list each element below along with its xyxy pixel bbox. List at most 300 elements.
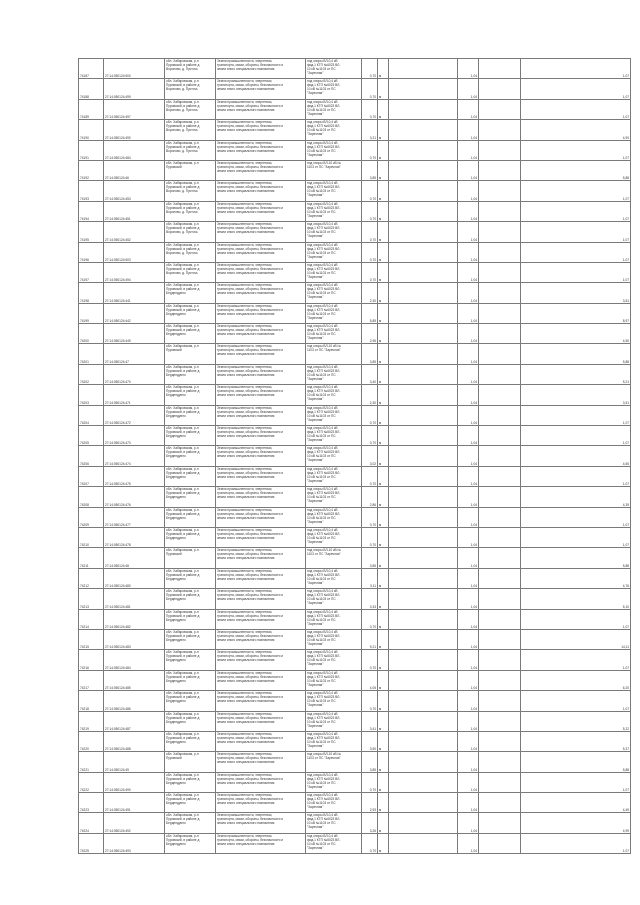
table-row xyxy=(79,181,631,201)
empty-cell xyxy=(479,670,521,690)
area-value: 3,85 xyxy=(369,563,376,568)
rate-cell xyxy=(458,487,479,507)
total-value: 4,50 xyxy=(622,339,629,344)
category-line: Земли промышленности, энергетики, xyxy=(217,813,273,818)
address-cell xyxy=(165,120,216,140)
empty-cell xyxy=(479,59,521,79)
category-line: транспорта, связи, обороны, безопасности и xyxy=(217,430,284,435)
area-cell xyxy=(362,527,378,547)
address-line: Бердендуино xyxy=(166,821,186,826)
empty-cell xyxy=(479,303,521,323)
address-cell xyxy=(165,691,216,711)
use-line: 10 кВ №1103 от ПС xyxy=(307,148,336,153)
rate-value: 1,04 xyxy=(470,400,477,405)
address-cell xyxy=(165,222,216,242)
address-line: обл. Хабаровская, р-н xyxy=(166,670,199,675)
unit-cell xyxy=(378,181,389,201)
unit-cell xyxy=(378,650,389,670)
use-line: фид.1 КТП №6023 ВЛ- xyxy=(307,185,341,190)
total-cell xyxy=(521,466,631,486)
address-cell xyxy=(165,527,216,547)
address-line: обл. Хабаровская, р-н xyxy=(166,589,199,594)
permitted-use-cell xyxy=(306,691,362,711)
category-line: Земли промышленности, энергетики, xyxy=(217,283,273,288)
unit-value: м xyxy=(379,849,382,854)
row-number-cell xyxy=(79,487,104,507)
address-line: Пуровский, в районе д xyxy=(166,430,200,435)
rate-cell xyxy=(458,59,479,79)
rate-value: 1,04 xyxy=(470,115,477,120)
address-line: обл. Хабаровская, р-н xyxy=(166,344,199,349)
permitted-use-cell xyxy=(306,344,362,364)
permitted-use-cell xyxy=(306,670,362,690)
total-value: 1,07 xyxy=(622,115,629,120)
area-cell xyxy=(362,691,378,711)
category-line: Земли промышленности, энергетики, xyxy=(217,670,273,675)
table-row xyxy=(79,691,631,711)
row-number-cell xyxy=(79,160,104,180)
cadastral-number-cell xyxy=(104,772,165,792)
category-line: земли иного специального назначения xyxy=(217,699,275,704)
use-line: фид.1 КТП №6023 ВЛ- xyxy=(307,613,341,618)
row-number-cell xyxy=(79,793,104,813)
table-row xyxy=(79,629,631,649)
table-row xyxy=(79,283,631,303)
total-value: 4,99 xyxy=(622,828,629,833)
address-line: Бердендуино xyxy=(166,801,186,806)
address-line: Бердендуино xyxy=(166,739,186,744)
address-line: Бердендуино xyxy=(166,372,186,377)
address-line: обл. Хабаровская, р-н xyxy=(166,731,199,736)
cadastral-number: 27:14:050124:451 xyxy=(105,217,131,222)
use-line: "Заречная" xyxy=(307,478,324,483)
area-cell xyxy=(362,752,378,772)
address-cell xyxy=(165,140,216,160)
empty-cell xyxy=(479,140,521,160)
unit-value: м xyxy=(379,94,382,99)
rate-cell xyxy=(458,160,479,180)
unit-value: м xyxy=(379,706,382,711)
category-line: транспорта, связи, обороны, безопасности и xyxy=(217,144,284,149)
use-line: "Заречная" xyxy=(307,152,324,157)
land-category-cell xyxy=(216,813,306,833)
cadastral-number: 27:14:050124:477 xyxy=(105,522,131,527)
empty-cell xyxy=(389,731,458,751)
use-line: фид.1 КТП №6023 ВЛ- xyxy=(307,817,341,822)
address-line: Бердендуино xyxy=(166,576,186,581)
address-cell xyxy=(165,426,216,446)
empty-cell xyxy=(479,629,521,649)
rate-cell xyxy=(458,466,479,486)
address-line: Бердендуино xyxy=(166,658,186,663)
area-cell xyxy=(362,589,378,609)
permitted-use-cell xyxy=(306,507,362,527)
cadastral-number-cell xyxy=(104,385,165,405)
area-value: 0,70 xyxy=(369,543,376,548)
category-line: земли иного специального назначения xyxy=(217,678,275,683)
area-value: 3,21 xyxy=(369,135,376,140)
table-row xyxy=(79,548,631,568)
area-cell xyxy=(362,711,378,731)
cadastral-number: 27:14:050124:487 xyxy=(105,726,131,731)
use-line: фид.1 КТП №6023 ВЛ- xyxy=(307,63,341,67)
empty-cell xyxy=(479,79,521,99)
empty-cell xyxy=(479,242,521,262)
cadastral-number: 27:14:050124:441 xyxy=(105,298,131,303)
address-line: Пуровский xyxy=(166,756,182,761)
table-row xyxy=(79,772,631,792)
address-line: обл. Хабаровская, р-н xyxy=(166,772,199,777)
address-line: Вороново, д. Пусточь xyxy=(166,209,198,214)
total-value: 1,07 xyxy=(622,155,629,160)
rate-cell xyxy=(458,507,479,527)
unit-cell xyxy=(378,99,389,119)
address-line: обл. Хабаровская, р-н xyxy=(166,568,199,573)
table-row xyxy=(79,466,631,486)
category-line: транспорта, связи, обороны, безопасности и xyxy=(217,593,284,598)
address-line: обл. Хабаровская, р-н xyxy=(166,303,199,308)
area-value: 0,70 xyxy=(369,624,376,629)
unit-value: м xyxy=(379,339,382,344)
use-line: под опоры ВЛ-0,4 кВ xyxy=(307,59,338,63)
use-line: под опоры ВЛ-0,4 кВ xyxy=(307,487,338,492)
category-line: земли иного специального назначения xyxy=(217,291,275,296)
row-number-cell xyxy=(79,99,104,119)
address-line: обл. Хабаровская, р-н xyxy=(166,324,199,329)
use-line: "Заречная" xyxy=(307,213,324,218)
cadastral-number: 27:14:050124:49 xyxy=(105,767,129,772)
use-line: 10 кВ №1103 от ПС xyxy=(307,454,336,459)
area-value: 0,70 xyxy=(369,421,376,426)
rate-cell xyxy=(458,364,479,384)
row-number-cell xyxy=(79,691,104,711)
row-number-cell xyxy=(79,711,104,731)
total-value: 1,07 xyxy=(622,543,629,548)
unit-cell xyxy=(378,568,389,588)
empty-cell xyxy=(389,99,458,119)
row-number: 74210 xyxy=(80,543,89,548)
use-line: "Заречная" xyxy=(307,519,324,524)
unit-cell xyxy=(378,303,389,323)
address-line: Бердендуино xyxy=(166,413,186,418)
use-line: 10 кВ №1103 от ПС xyxy=(307,434,336,439)
address-line: Бердендуино xyxy=(166,291,186,296)
use-line: 10 кВ №1103 от ПС xyxy=(307,270,336,275)
use-line: 10 кВ №1103 от ПС xyxy=(307,576,336,581)
rate-cell xyxy=(458,548,479,568)
row-number-cell xyxy=(79,242,104,262)
rate-cell xyxy=(458,242,479,262)
address-line: обл. Хабаровская, р-н xyxy=(166,99,199,104)
category-line: Земли промышленности, энергетики, xyxy=(217,568,273,573)
land-category-cell xyxy=(216,120,306,140)
category-line: транспорта, связи, обороны, безопасности и xyxy=(217,348,284,353)
address-line: Вороново, д. Пусточь xyxy=(166,189,198,194)
land-plots-table xyxy=(78,58,631,854)
rate-value: 1,04 xyxy=(470,74,477,79)
area-cell xyxy=(362,670,378,690)
total-cell xyxy=(521,99,631,119)
address-line: Пуровский, в районе д xyxy=(166,613,200,618)
category-line: земли иного специального назначения xyxy=(217,413,275,418)
address-line: обл. Хабаровская, р-н xyxy=(166,364,199,369)
category-line: земли иного специального назначения xyxy=(217,148,275,153)
total-cell xyxy=(521,160,631,180)
area-value: 2,96 xyxy=(369,339,376,344)
use-line: под опоры ВЛ-0,4 кВ xyxy=(307,813,338,818)
address-line: обл. Хабаровская, р-н xyxy=(166,813,199,818)
total-cell xyxy=(521,262,631,282)
total-cell xyxy=(521,670,631,690)
use-line: "Заречная" xyxy=(307,295,324,300)
empty-cell xyxy=(389,242,458,262)
category-line: Земли промышленности, энергетики, xyxy=(217,303,273,308)
area-cell xyxy=(362,650,378,670)
address-cell xyxy=(165,262,216,282)
cadastral-number-cell xyxy=(104,670,165,690)
use-line: 1103 от ПС "Заречная" xyxy=(307,756,341,761)
row-number: 74220 xyxy=(80,747,89,752)
cadastral-number-cell xyxy=(104,59,165,79)
total-value: 4,49 xyxy=(622,808,629,813)
permitted-use-cell xyxy=(306,527,362,547)
land-category-cell xyxy=(216,772,306,792)
use-line: фид.1 КТП №6023 ВЛ- xyxy=(307,572,341,577)
use-line: 10 кВ №1103 от ПС xyxy=(307,719,336,724)
area-value: 3,50 xyxy=(369,747,376,752)
use-line: "Заречная" xyxy=(307,193,324,198)
cadastral-number-cell xyxy=(104,344,165,364)
unit-cell xyxy=(378,548,389,568)
permitted-use-cell xyxy=(306,466,362,486)
table-body xyxy=(79,59,631,854)
land-category-cell xyxy=(216,752,306,772)
rate-value: 1,04 xyxy=(470,502,477,507)
unit-value: м xyxy=(379,196,382,201)
address-line: Пуровский, в районе д xyxy=(166,654,200,659)
address-line: обл. Хабаровская, р-н xyxy=(166,629,199,634)
use-line: под опоры ВЛ-0,4 кВ xyxy=(307,120,338,125)
use-line: "Заречная" xyxy=(307,417,324,422)
row-number-cell xyxy=(79,548,104,568)
category-line: Земли промышленности, энергетики, xyxy=(217,385,273,390)
use-line: фид.1 КТП №6023 ВЛ- xyxy=(307,735,341,740)
use-line: "Заречная" xyxy=(307,376,324,381)
use-line: фид.1 КТП №6023 ВЛ- xyxy=(307,328,341,333)
land-category-cell xyxy=(216,283,306,303)
use-line: 10 кВ №1103 от ПС xyxy=(307,107,336,112)
unit-value: м xyxy=(379,176,382,181)
category-line: транспорта, связи, обороны, безопасности и xyxy=(217,164,284,169)
permitted-use-cell xyxy=(306,426,362,446)
address-cell xyxy=(165,731,216,751)
use-line: под опоры ВЛ-0,4 кВ xyxy=(307,466,338,471)
row-number-cell xyxy=(79,120,104,140)
category-line: транспорта, связи, обороны, безопасности и xyxy=(217,756,284,761)
rate-value: 1,04 xyxy=(470,196,477,201)
use-line: фид.1 КТП №6023 ВЛ- xyxy=(307,674,341,679)
cadastral-number-cell xyxy=(104,711,165,731)
rate-value: 1,04 xyxy=(470,808,477,813)
address-line: Пуровский, в районе д xyxy=(166,776,200,781)
use-line: под опоры ВЛ-10 кВ № xyxy=(307,344,341,349)
table-row xyxy=(79,222,631,242)
row-number-cell xyxy=(79,201,104,221)
table-row xyxy=(79,303,631,323)
use-line: 10 кВ №1103 от ПС xyxy=(307,495,336,500)
empty-cell xyxy=(479,752,521,772)
address-line: Бердендуино xyxy=(166,454,186,459)
use-line: под опоры ВЛ-0,4 кВ xyxy=(307,79,338,84)
cadastral-number-cell xyxy=(104,364,165,384)
unit-value: м xyxy=(379,257,382,262)
unit-value: м xyxy=(379,74,382,79)
row-number-cell xyxy=(79,364,104,384)
total-cell xyxy=(521,303,631,323)
use-line: 10 кВ №1103 от ПС xyxy=(307,637,336,642)
category-line: Земли промышленности, энергетики, xyxy=(217,527,273,532)
category-line: транспорта, связи, обороны, безопасности и xyxy=(217,450,284,455)
area-value: 0,70 xyxy=(369,482,376,487)
total-cell xyxy=(521,120,631,140)
cadastral-number-cell xyxy=(104,793,165,813)
row-number: 74207 xyxy=(80,482,89,487)
category-line: транспорта, связи, обороны, безопасности и xyxy=(217,226,284,231)
category-line: Земли промышленности, энергетики, xyxy=(217,650,273,655)
rate-value: 1,04 xyxy=(470,298,477,303)
permitted-use-cell xyxy=(306,650,362,670)
land-category-cell xyxy=(216,548,306,568)
use-line: 10 кВ №1103 от ПС xyxy=(307,535,336,540)
address-line: обл. Хабаровская, р-н xyxy=(166,711,199,716)
area-cell xyxy=(362,466,378,486)
land-category-cell xyxy=(216,466,306,486)
land-category-cell xyxy=(216,385,306,405)
row-number-cell xyxy=(79,181,104,201)
permitted-use-cell xyxy=(306,120,362,140)
address-cell xyxy=(165,364,216,384)
area-value: 9,21 xyxy=(369,645,376,650)
empty-cell xyxy=(389,120,458,140)
cadastral-number: 27:14:050124:497 xyxy=(105,115,131,120)
cadastral-number-cell xyxy=(104,140,165,160)
rate-cell xyxy=(458,568,479,588)
category-line: Земли промышленности, энергетики, xyxy=(217,548,273,553)
use-line: 10 кВ №1103 от ПС xyxy=(307,311,336,316)
permitted-use-cell xyxy=(306,772,362,792)
rate-cell xyxy=(458,446,479,466)
address-line: Бердендуино xyxy=(166,637,186,642)
empty-cell xyxy=(479,793,521,813)
empty-cell xyxy=(479,548,521,568)
address-cell xyxy=(165,79,216,99)
cadastral-number: 27:14:050124:482 xyxy=(105,624,131,629)
total-value: 14,11 xyxy=(621,645,629,650)
row-number: 74212 xyxy=(80,584,89,589)
rate-value: 1,04 xyxy=(470,828,477,833)
category-line: Земли промышленности, энергетики, xyxy=(217,79,273,84)
unit-value: м xyxy=(379,645,382,650)
rate-value: 1,04 xyxy=(470,788,477,793)
row-number-cell xyxy=(79,650,104,670)
table-row xyxy=(79,446,631,466)
cadastral-number: 27:14:050124:442 xyxy=(105,319,131,324)
rate-cell xyxy=(458,79,479,99)
category-line: земли иного специального назначения xyxy=(217,515,275,520)
table-row xyxy=(79,813,631,833)
address-line: обл. Хабаровская, р-н xyxy=(166,120,199,125)
total-value: 5,88 xyxy=(622,359,629,364)
row-number-cell xyxy=(79,772,104,792)
empty-cell xyxy=(389,609,458,629)
area-cell xyxy=(362,731,378,751)
empty-cell xyxy=(479,324,521,344)
category-line: земли иного специального назначения xyxy=(217,250,275,255)
unit-value: м xyxy=(379,788,382,793)
address-line: Пуровский, в районе д xyxy=(166,735,200,740)
rate-cell xyxy=(458,222,479,242)
address-line: Пуровский xyxy=(166,552,182,557)
use-line: фид.1 КТП №6023 ВЛ- xyxy=(307,307,341,312)
empty-cell xyxy=(389,364,458,384)
address-line: Бердендуино xyxy=(166,678,186,683)
address-line: обл. Хабаровская, р-н xyxy=(166,242,199,247)
area-value: 0,70 xyxy=(369,115,376,120)
address-line: Вороново, д. Пусточь xyxy=(166,107,198,112)
cadastral-number: 27:14:050124:490 xyxy=(105,135,131,140)
use-line: 10 кВ №1103 от ПС xyxy=(307,597,336,602)
use-line: под опоры ВЛ-0,4 кВ xyxy=(307,772,338,777)
use-line: фид.1 КТП №6023 ВЛ- xyxy=(307,695,341,700)
use-line: "Заречная" xyxy=(307,539,324,544)
cadastral-number: 27:14:050124:490 xyxy=(105,788,131,793)
total-value: 5,21 xyxy=(622,380,629,385)
permitted-use-cell xyxy=(306,283,362,303)
category-line: транспорта, связи, обороны, безопасности и xyxy=(217,368,284,373)
rate-value: 1,04 xyxy=(470,94,477,99)
cadastral-number-cell xyxy=(104,120,165,140)
cadastral-number: 27:14:050124:503 xyxy=(105,257,131,262)
total-cell xyxy=(521,833,631,853)
total-value: 1,07 xyxy=(622,706,629,711)
use-line: под опоры ВЛ-0,4 кВ xyxy=(307,426,338,431)
category-line: транспорта, связи, обороны, безопасности и xyxy=(217,491,284,496)
category-line: Земли промышленности, энергетики, xyxy=(217,99,273,104)
address-cell xyxy=(165,609,216,629)
address-cell xyxy=(165,405,216,425)
empty-cell xyxy=(479,609,521,629)
empty-cell xyxy=(389,691,458,711)
row-number: 74199 xyxy=(80,319,89,324)
cadastral-number-cell xyxy=(104,181,165,201)
use-line: фид.1 КТП №6023 ВЛ- xyxy=(307,837,341,842)
cadastral-number: 27:14:050124:472 xyxy=(105,421,131,426)
unit-cell xyxy=(378,793,389,813)
row-number: 74206 xyxy=(80,461,89,466)
cadastral-number: 27:14:050124:491 xyxy=(105,808,131,813)
category-line: транспорта, связи, обороны, безопасности и xyxy=(217,389,284,394)
category-line: транспорта, связи, обороны, безопасности и xyxy=(217,674,284,679)
row-number-cell xyxy=(79,568,104,588)
unit-cell xyxy=(378,242,389,262)
unit-value: м xyxy=(379,808,382,813)
rate-value: 1,04 xyxy=(470,645,477,650)
total-value: 5,37 xyxy=(622,747,629,752)
address-line: Пуровский, в районе д xyxy=(166,695,200,700)
cadastral-number: 27:14:050124:500 xyxy=(105,74,131,79)
use-line: под опоры ВЛ-0,4 кВ xyxy=(307,140,338,145)
use-line: под опоры ВЛ-0,4 кВ xyxy=(307,201,338,206)
